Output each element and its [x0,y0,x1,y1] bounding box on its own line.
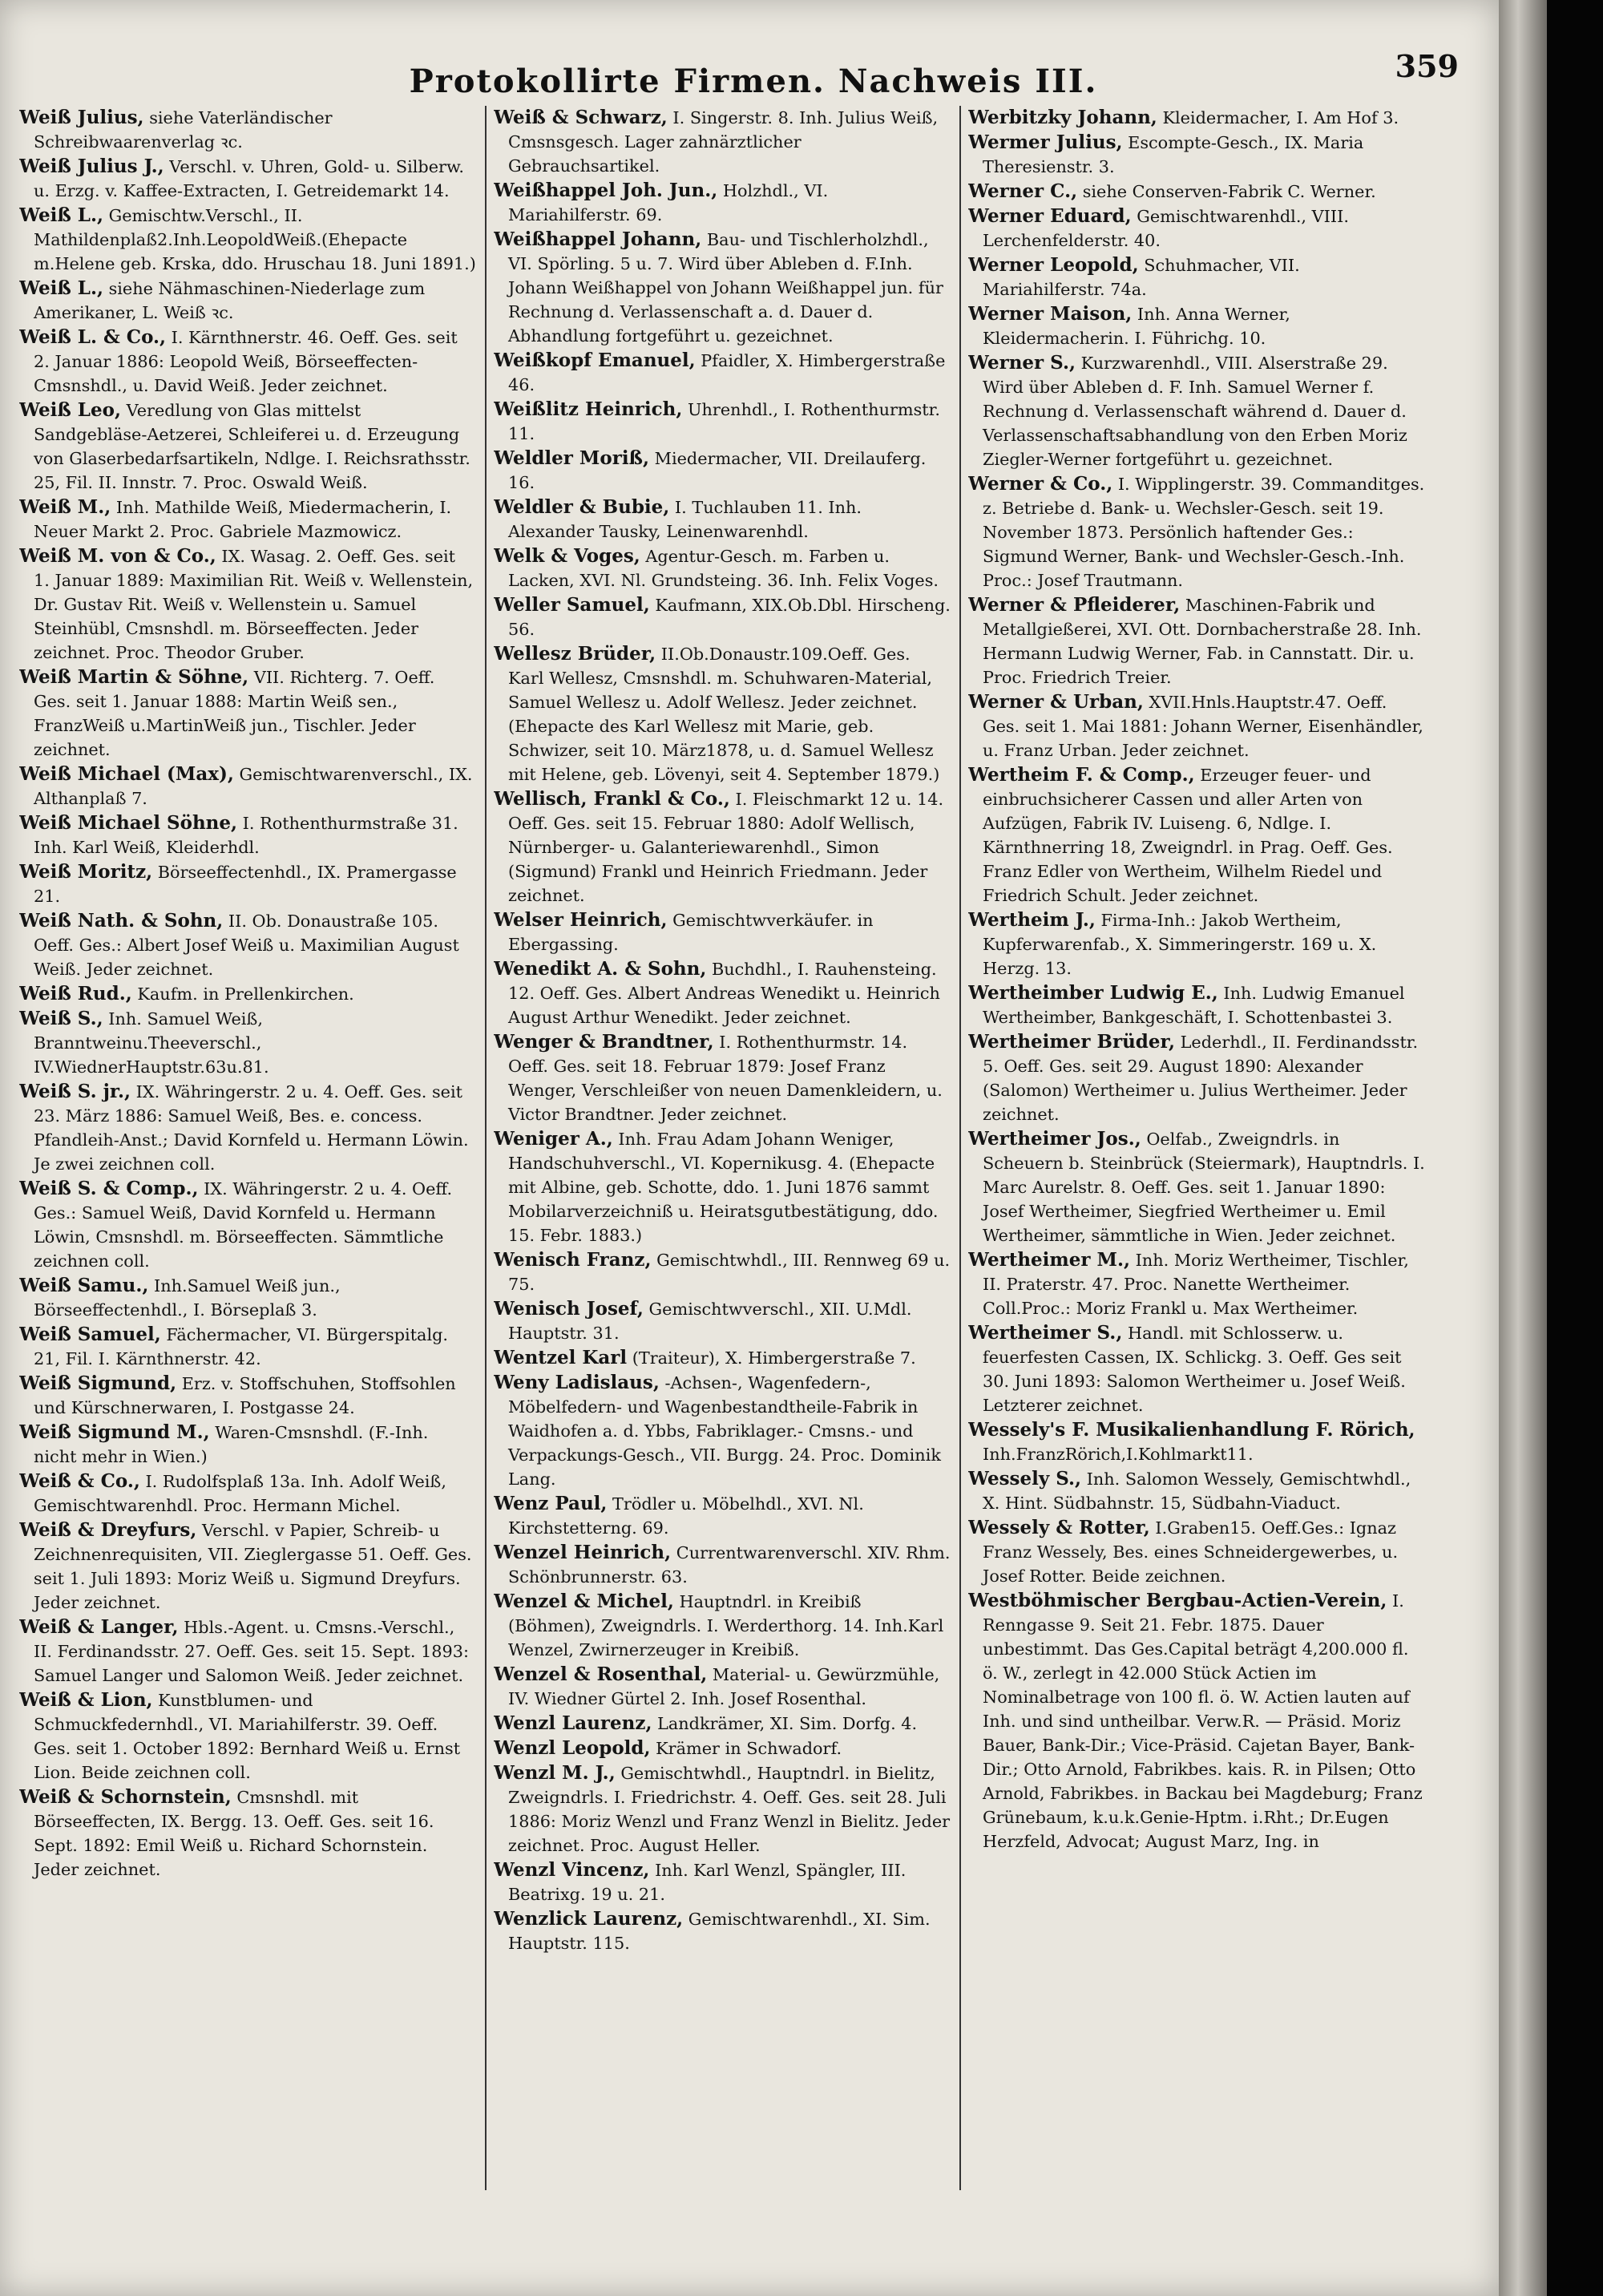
firm-entry [19,1323,476,1371]
firm-details: I. Renngasse 9. Seit 21. Febr. 1875. Dauer unbestimmt. Das Ges.Capital beträgt 4,200.000 fl. ö. W., zerlegt in 42.000 Stück Actien im Nominalbetrage von 100 fl. ö. W. Actien lauten auf Inh. und sind untheilbar. Verw.R. — Präsid. Moriz Bauer, Bank-Dir.; Vice-Präsid. Cajetan Bayer, Bank-Dir.; Otto Arnold, Fabrikbes. kais. R. in Pilsen; Otto Arnold, Fabrikbes. in Backau bei Magdeburg; Franz Grünebaum, k.u.k.Genie-Hptm. i.Rht.; Dr.Eugen Herzfeld, Advocat; August Marz, Ing. in [983,1591,1423,1851]
firm-name: Wertheimer M., [968,1249,1130,1271]
firm-name: Wessely & Rotter, [968,1517,1150,1538]
firm-entry [19,1518,476,1615]
firm-name: Wenzl M. J., [494,1762,616,1784]
firm-name: Werner C., [968,180,1078,202]
firm-name: Weiß M., [19,496,111,518]
firm-entry [494,349,951,397]
firm-name: Welk & Voges, [494,545,640,567]
firm-name: Wenisch Franz, [494,1249,652,1271]
firm-name: Weiß L. & Co., [19,326,167,348]
firm-details: Handl. mit Schlosserw. u. feuerfesten Cassen, IX. Schlickg. 3. Oeff. Ges seit 30. Juni 1893: Salomon Wertheimer u. Josef Weiß. Letzterer zeichnet. [983,1324,1406,1415]
firm-name: Weiß & Dreyfurs, [19,1519,197,1541]
firm-entry [19,1421,476,1469]
firm-entry [19,1177,476,1273]
firm-details: Kleidermacher, I. Am Hof 3. [1157,108,1399,127]
firm-name: Weißkopf Emanuel, [494,350,696,371]
firm-name: Wessely S., [968,1468,1082,1490]
firm-name: Wertheimber Ludwig E., [968,982,1218,1004]
firm-details: -Achsen-, Wagenfedern-, Möbelfedern- und Wagenbestandtheile-Fabrik in Waidhofen a. d. Ybbs, Fabriklager.- Cmsns.- und Verpackungs-Gesch., VII. Burgg. 24. Proc. Dominik Lang. [508,1373,941,1489]
firm-entry [19,1688,476,1785]
firm-entry [19,1274,476,1322]
firm-entry [19,1615,476,1688]
firm-name: Werner Leopold, [968,254,1139,276]
firm-entry [19,106,476,154]
firm-details: Gemischtwhdl., III. Rennweg 69 u. 75. [508,1251,951,1294]
firm-name: Weny Ladislaus, [494,1372,660,1393]
firm-details: Inh. Frau Adam Johann Weniger, Handschuhverschl., VI. Kopernikusg. 4. (Ehepacte mit Albine, geb. Schotte, ddo. 1. Juni 1876 sammt Mobilarverzeichniß u. Heiratsgutbestätigung, ddo. 15. Febr. 1883.) [508,1130,939,1245]
firm-details: XVII.Hnls.Hauptstr.47. Oeff. Ges. seit 1. Mai 1881: Johann Werner, Eisenhändler, u. Franz Urban. Jeder zeichnet. [983,693,1423,760]
firm-details: Hbls.-Agent. u. Cmsns.-Verschl., II. Ferdinandsstr. 27. Oeff. Ges. seit 15. Sept. 1893: Samuel Langer und Salomon Weiß. Jeder zeichnet. [34,1618,470,1685]
firm-details: Escompte-Gesch., IX. Maria Theresienstr. 3. [983,133,1364,176]
firm-entry [19,762,476,810]
firm-details: Inh. Ludwig Emanuel Wertheimber, Bankgeschäft, I. Schottenbastei 3. [983,984,1405,1027]
firm-details: I. Rudolfsplaß 13a. Inh. Adolf Weiß, Gemischtwarenhdl. Proc. Hermann Michel. [34,1472,446,1515]
firm-details: Kunstblumen- und Schmuckfedernhdl., VI. Mariahilferstr. 39. Oeff. Ges. seit 1. October 1892: Bernhard Weiß u. Ernst Lion. Beide zeichnen coll. [34,1691,461,1782]
firm-entry [494,1346,951,1370]
firm-entry [968,690,1425,762]
firm-name: Wentzel Karl [494,1347,628,1368]
firm-entry [19,495,476,544]
firm-entry [494,1297,951,1345]
firm-name: Wertheim J., [968,909,1096,931]
firm-details: Pfaidler, X. Himbergerstraße 46. [508,351,946,394]
firm-entry [494,1541,951,1589]
firm-entry [494,593,951,641]
firm-details: Landkrämer, XI. Sim. Dorfg. 4. [652,1714,918,1733]
firm-details: Currentwarenverschl. XIV. Rhm. Schönbrunnerstr. 63. [508,1543,951,1587]
firm-name: Weiß Michael Söhne, [19,812,238,834]
text-columns [19,106,1462,2222]
firm-details: Gemischtwhdl., Hauptndrl. in Bielitz, Zweigndrls. I. Friedrichstr. 4. Oeff. Ges. seit 28. Juli 1886: Moriz Wenzl und Franz Wenzl in Bielitz. Jeder zeichnet. Proc. August Heller. [508,1764,951,1855]
column-middle [494,106,951,2222]
firm-details: Miedermacher, VII. Dreilauferg. 16. [508,449,927,492]
firm-name: Wenger & Brandtner, [494,1031,714,1053]
firm-name: Weiß & Schornstein, [19,1786,232,1808]
firm-entry [494,179,951,227]
firm-entry [19,860,476,908]
firm-name: Werner Maison, [968,303,1133,325]
firm-details: Erzeuger feuer- und einbruchsicherer Cassen und aller Arten von Aufzügen, Fabrik IV. Luiseng. 6, Ndlge. I. Kärnthnerring 18, Zweigndrl. in Prag. Oeff. Ges. Franz Edler von Wertheim, Wilhelm Riedel und Friedrich Schult. Jeder zeichnet. [983,766,1393,905]
firm-details: I. Fleischmarkt 12 u. 14. Oeff. Ges. seit 15. Februar 1880: Adolf Wellisch, Nürnberger- u. Galanteriewarenhdl., Simon (Sigmund) Frankl und Heinrich Friedmann. Jeder zeichnet. [508,790,944,905]
firm-details: I.Graben15. Oeff.Ges.: Ignaz Franz Wessely, Bes. eines Schneidergewerbes, u. Josef Rotter. Beide zeichnen. [983,1518,1399,1586]
firm-name: Weiß L., [19,277,103,299]
firm-name: Weiß & Schwarz, [494,107,668,128]
page-number: 359 [1395,48,1459,84]
firm-name: Weiß Martin & Söhne, [19,666,249,688]
firm-entry [494,1248,951,1296]
firm-entry [968,593,1425,689]
firm-entry [494,1030,951,1126]
firm-details: II.Ob.Donaustr.109.Oeff. Ges. Karl Wellesz, Cmsnshdl. m. Schuhwaren-Material, Samuel Wellesz u. Adolf Wellesz. Jeder zeichnet. (Ehepacte des Karl Wellesz mit Marie, geb. Schwizer, seit 10. März1878, u. d. Samuel Wellesz mit Helene, geb. Lövenyi, seit 4. September 1879.) [508,645,940,784]
firm-name: Werner S., [968,352,1076,374]
firm-entry [968,106,1425,130]
firm-details: Schuhmacher, VII. Mariahilferstr. 74a. [983,256,1300,299]
firm-details: Gemischtwarenhdl., XI. Sim. Hauptstr. 115. [508,1910,931,1953]
firm-name: Weiß L., [19,204,103,226]
firm-details: siehe Nähmaschinen-Niederlage zum Amerikaner, L. Weiß ꝛc. [34,279,426,322]
firm-details: Material- u. Gewürzmühle, IV. Wiedner Gürtel 2. Inh. Josef Rosenthal. [508,1665,940,1708]
firm-entry [968,1321,1425,1417]
firm-name: Wertheimer Brüder, [968,1031,1175,1053]
firm-entry [19,325,476,398]
firm-entry [494,1761,951,1857]
firm-name: Weißhappel Johann, [494,228,702,250]
firm-entry [19,811,476,859]
firm-name: Wenzel & Rosenthal, [494,1663,708,1685]
firm-name: Wertheimer Jos., [968,1128,1141,1150]
firm-entry [494,1907,951,1955]
firm-entry [494,228,951,348]
firm-name: Weiß Sigmund M., [19,1421,210,1443]
firm-name: Weldler & Bubie, [494,496,670,518]
firm-details: Kaufmann, XIX.Ob.Dbl. Hirscheng. 56. [508,596,951,639]
firm-details: Börseeffectenhdl., IX. Pramergasse 21. [34,863,457,906]
firm-details: I. Singerstr. 8. Inh. Julius Weiß, Cmsnsgesch. Lager zahnärztlicher Gebrauchsartikel. [508,108,939,176]
firm-entry [494,106,951,178]
firm-details: Lederhdl., II. Ferdinandsstr. 5. Oeff. Ges. seit 29. August 1890: Alexander (Salomon) Wertheimer u. Julius Wertheimer. Jeder zeichnet. [983,1033,1419,1124]
firm-name: Wertheim F. & Comp., [968,764,1195,786]
firm-details: Inh.FranzRörich,I.Kohlmarkt11. [983,1445,1254,1464]
firm-details: Gemischtw.Verschl., II. Mathildenplaß2.Inh.LeopoldWeiß.(Ehepacte m.Helene geb. Krska, ddo. Hruschau 18. Juni 1891.) [34,206,476,273]
firm-entry [968,1516,1425,1588]
firm-name: Weller Samuel, [494,594,650,616]
firm-details: Inh. Anna Werner, Kleidermacherin. I. Führichg. 10. [983,305,1290,348]
firm-name: Weiß S., [19,1008,103,1029]
firm-entry [968,1127,1425,1247]
firm-entry [494,908,951,956]
firm-name: Weiß Rud., [19,983,132,1004]
firm-entry [968,204,1425,253]
firm-name: Weiß Samu., [19,1275,149,1296]
column-left [19,106,476,2222]
firm-entry [494,447,951,495]
firm-name: Weiß Julius J., [19,156,164,177]
firm-name: Wellisch, Frankl & Co., [494,788,730,810]
firm-entry [19,398,476,495]
firm-entry [968,1589,1425,1853]
firm-name: Weiß Samuel, [19,1324,161,1345]
firm-entry [968,302,1425,350]
firm-entry [494,544,951,592]
firm-details: (Traiteur), X. Himbergerstraße 7. [627,1348,916,1368]
firm-name: Wenzl Leopold, [494,1737,651,1759]
firm-details: Inh. Moriz Wertheimer, Tischler, II. Praterstr. 47. Proc. Nanette Wertheimer. Coll.Proc.: Moriz Frankl u. Max Wertheimer. [983,1251,1409,1318]
firm-details: Waren-Cmsnshdl. (F.-Inh. nicht mehr in Wien.) [34,1423,429,1466]
firm-name: Weißhappel Joh. Jun., [494,180,718,201]
firm-details: Agentur-Gesch. m. Farben u. Lacken, XVI. Nl. Grundsteing. 36. Inh. Felix Voges. [508,547,939,590]
firm-details: Maschinen-Fabrik und Metallgießerei, XVI. Ott. Dornbacherstraße 28. Inh. Hermann Ludwig Werner, Fab. in Cannstatt. Dir. u. Proc. Friedrich Treier. [983,596,1422,687]
firm-entry [968,253,1425,301]
firm-name: Wenzl Laurenz, [494,1712,652,1734]
firm-name: Werbitzky Johann, [968,107,1157,128]
firm-entry [19,155,476,203]
firm-entry [494,642,951,786]
firm-name: Wessely's F. Musikalienhandlung F. Rörich, [968,1419,1415,1441]
firm-details: Inh. Mathilde Weiß, Miedermacherin, I. Neuer Markt 2. Proc. Gabriele Mazmowicz. [34,498,452,541]
firm-entry [968,981,1425,1029]
firm-details: Bau- und Tischlerholzhdl., VI. Spörling. 5 u. 7. Wird über Ableben d. F.Inh. Johann Weißhappel von Johann Weißhappel jun. für Rechnung d. Verlassenschaft a. d. Dauer d. Abhandlung fortgeführt u. gezeichnet. [508,230,943,346]
firm-details: Fächermacher, VI. Bürgerspitalg. 21, Fil. I. Kärnthnerstr. 42. [34,1325,449,1368]
firm-entry [494,1736,951,1760]
firm-details: Veredlung von Glas mittelst Sandgebläse-Aetzerei, Schleiferei u. d. Erzeugung von Glaserbedarfsartikeln, Ndlge. I. Reichsrathsstr. 25, Fil. II. Innstr. 7. Proc. Oswald Weiß. [34,401,470,492]
firm-name: Wertheimer S., [968,1322,1123,1344]
firm-name: Weiß & Langer, [19,1616,179,1638]
firm-entry [494,1712,951,1736]
firm-name: Weiß Sigmund, [19,1372,177,1394]
firm-details: IX. Wasag. 2. Oeff. Ges. seit 1. Januar 1889: Maximilian Rit. Weiß v. Wellenstein, Dr. Gustav Rit. Weiß v. Wellenstein u. Samuel Steinhübl, Cmsnshdl. m. Börseeffecten. Jeder zeichnet. Proc. Theodor Gruber. [34,547,474,662]
firm-entry [19,665,476,762]
firm-details: Inh.Samuel Weiß jun., Börseeffectenhdl., I. Börseplaß 3. [34,1276,341,1320]
firm-entry [19,909,476,981]
firm-name: Weiß & Co., [19,1470,140,1492]
firm-entry [19,1372,476,1420]
firm-name: Weiß Leo, [19,399,121,421]
firm-details: II. Ob. Donaustraße 105. Oeff. Ges.: Albert Josef Weiß u. Maximilian August Weiß. Jeder zeichnet. [34,912,459,979]
firm-name: Werner & Pfleiderer, [968,594,1181,616]
firm-entry [968,1418,1425,1466]
firm-details: IX. Währingerstr. 2 u. 4. Oeff. Ges. seit 23. März 1886: Samuel Weiß, Bes. e. concess. Pfandleih-Anst.; David Kornfeld u. Hermann Löwin. Je zwei zeichnen coll. [34,1082,469,1174]
firm-entry [19,982,476,1006]
firm-details: Krämer in Schwadorf. [650,1739,842,1758]
firm-details: Gemischtwarenhdl., VIII. Lerchenfelderstr. 40. [983,207,1349,250]
firm-entry [19,1469,476,1518]
firm-name: Wenedikt A. & Sohn, [494,958,707,980]
firm-details: Verschl. v Papier, Schreib- u Zeichnenrequisiten, VII. Zieglergasse 51. Oeff. Ges. seit 1. Juli 1893: Moriz Weiß u. Sigmund Dreyfurs. Jeder zeichnet. [34,1521,472,1612]
firm-details: I. Rothenthurmstr. 14. Oeff. Ges. seit 18. Februar 1879: Josef Franz Wenger, Verschleißer von neuen Damenkleidern, u. Victor Brandtner. Jeder zeichnet. [508,1033,943,1124]
firm-name: Wenz Paul, [494,1493,608,1514]
firm-name: Welser Heinrich, [494,909,668,931]
running-head: Protokollirte Firmen. Nachweis III. [409,63,1098,100]
firm-name: Weiß Nath. & Sohn, [19,910,224,932]
firm-entry [494,787,951,907]
firm-details: I. Wipplingerstr. 39. Commanditges. z. Betriebe d. Bank- u. Wechsler-Gesch. seit 19. November 1873. Persönlich haftender Ges.: Sigmund Werner, Bank- und Wechsler-Gesch.-Inh. Proc.: Josef Trautmann. [983,475,1425,590]
firm-details: Cmsnshdl. mit Börseeffecten, IX. Bergg. 13. Oeff. Ges. seit 16. Sept. 1892: Emil Weiß u. Richard Schornstein. Jeder zeichnet. [34,1788,434,1879]
firm-name: Wellesz Brüder, [494,643,656,665]
firm-name: Weiß Michael (Max), [19,763,234,785]
firm-entry [968,763,1425,907]
firm-entry [19,1080,476,1176]
firm-details: Gemischtwverkäufer. in Ebergassing. [508,911,874,954]
firm-name: Weiß S. & Comp., [19,1178,199,1199]
firm-details: Inh. Salomon Wessely, Gemischtwhdl., X. Hint. Südbahnstr. 15, Südbahn-Viaduct. [983,1469,1411,1513]
firm-entry [968,180,1425,204]
firm-name: Weiß M. von & Co., [19,545,216,567]
firm-details: Gemischtwarenverschl., IX. Althanplaß 7. [34,765,473,808]
firm-entry [19,544,476,665]
firm-entry [19,1007,476,1079]
firm-details: Trödler u. Möbelhdl., XVI. Nl. Kirchstetterng. 69. [508,1494,864,1538]
firm-entry [494,1492,951,1540]
firm-entry [494,495,951,544]
book-page-edges [1499,0,1547,2296]
firm-details: Kurzwarenhdl., VIII. Alserstraße 29. Wird über Ableben d. F. Inh. Samuel Werner f. Rechnung d. Verlassenschaft während d. Dauer d. Verlassenschaftsabhandlung von den Erben Moriz Ziegler-Werner fortgeführt u. gezeichnet. [983,354,1407,469]
firm-details: Erz. v. Stoffschuhen, Stoffsohlen und Kürschnerwaren, I. Postgasse 24. [34,1374,456,1417]
firm-entry [968,908,1425,980]
firm-name: Wenzel Heinrich, [494,1542,672,1563]
firm-name: Westböhmischer Bergbau-Actien-Verein, [968,1590,1387,1611]
firm-entry [968,1467,1425,1515]
firm-details: Verschl. v. Uhren, Gold- u. Silberw. u. Erzg. v. Kaffee-Extracten, I. Getreidemarkt 14. [34,157,464,200]
firm-entry [19,1785,476,1882]
firm-name: Weiß Julius, [19,107,144,128]
firm-name: Werner Eduard, [968,205,1132,227]
firm-entry [494,398,951,446]
firm-details: I. Kärnthnerstr. 46. Oeff. Ges. seit 2. Januar 1886: Leopold Weiß, Börseeffecten-Cmsnshdl., u. David Weiß. Jeder zeichnet. [34,328,458,395]
firm-entry [19,277,476,325]
page-header [24,48,1483,111]
firm-name: Weldler Moriß, [494,447,650,469]
firm-details: Inh. Samuel Weiß, Branntweinu.Theeverschl., IV.WiednerHauptstr.63u.81. [34,1009,269,1077]
firm-details: Kaufm. in Prellenkirchen. [131,984,354,1004]
firm-name: Wermer Julius, [968,131,1123,153]
firm-details: I. Rothenthurmstraße 31. Inh. Karl Weiß, Kleiderhdl. [34,814,458,857]
firm-name: Werner & Urban, [968,691,1144,713]
firm-details: I. Tuchlauben 11. Inh. Alexander Tausky, Leinenwarenhdl. [508,498,862,541]
firm-name: Wenzl Vincenz, [494,1859,650,1881]
firm-entry [494,1127,951,1247]
firm-details: Holzhdl., VI. Mariahilferstr. 69. [508,181,829,224]
firm-entry [19,204,476,276]
firm-entry [494,1858,951,1906]
firm-details: Hauptndrl. in Kreibiß (Böhmen), Zweigndrls. I. Werderthorg. 14. Inh.Karl Wenzel, Zwirnerzeuger in Kreibiß. [508,1592,944,1659]
firm-entry [494,1590,951,1662]
firm-entry [494,957,951,1029]
firm-entry [968,351,1425,471]
firm-name: Weiß S. jr., [19,1081,131,1102]
firm-name: Weiß & Lion, [19,1689,153,1711]
firm-entry [968,472,1425,592]
firm-entry [494,1371,951,1491]
firm-name: Wenzlick Laurenz, [494,1908,684,1930]
firm-details: IX. Währingerstr. 2 u. 4. Oeff. Ges.: Samuel Weiß, David Kornfeld u. Hermann Löwin, Cmsnshdl. m. Börseeffecten. Sämmtliche zeichnen coll. [34,1179,453,1271]
firm-details: siehe Vaterländischer Schreibwaarenverlag ꝛc. [34,108,333,152]
firm-details: Buchdhl., I. Rauhensteing. 12. Oeff. Ges. Albert Andreas Wenedikt u. Heinrich August Arthur Wenedikt. Jeder zeichnet. [508,960,940,1027]
firm-name: Wenisch Josef, [494,1298,644,1320]
firm-details: Gemischtwverschl., XII. U.Mdl. Hauptstr. 31. [508,1300,912,1343]
firm-entry [968,1030,1425,1126]
firm-details: VII. Richterg. 7. Oeff. Ges. seit 1. Januar 1888: Martin Weiß sen., FranzWeiß u.MartinWeiß jun., Tischler. Jeder zeichnet. [34,668,435,759]
firm-name: Weiß Moritz, [19,861,153,883]
firm-name: Weißlitz Heinrich, [494,398,683,420]
firm-details: Oelfab., Zweigndrls. in Scheuern b. Steinbrück (Steiermark), Hauptndrls. I. Marc Aurelstr. 8. Oeff. Ges. seit 1. Januar 1890: Josef Wertheimer, Siegfried Wertheimer u. Emil Wertheimer, sämmtliche in Wien. Jeder zeichnet. [983,1130,1425,1245]
firm-entry [968,1248,1425,1320]
firm-entry [968,131,1425,179]
firm-name: Weniger A., [494,1128,613,1150]
firm-name: Wenzel & Michel, [494,1591,674,1612]
firm-details: Inh. Karl Wenzl, Spängler, III. Beatrixg. 19 u. 21. [508,1861,906,1904]
firm-name: Werner & Co., [968,473,1113,495]
firm-details: Uhrenhdl., I. Rothenthurmstr. 11. [508,400,940,443]
firm-entry [494,1663,951,1711]
firm-details: siehe Conserven-Fabrik C. Werner. [1077,182,1376,201]
column-right [968,106,1425,2222]
firm-details: Firma-Inh.: Jakob Wertheim, Kupferwarenfab., X. Simmeringerstr. 169 u. X. Herzg. 13. [983,911,1377,978]
